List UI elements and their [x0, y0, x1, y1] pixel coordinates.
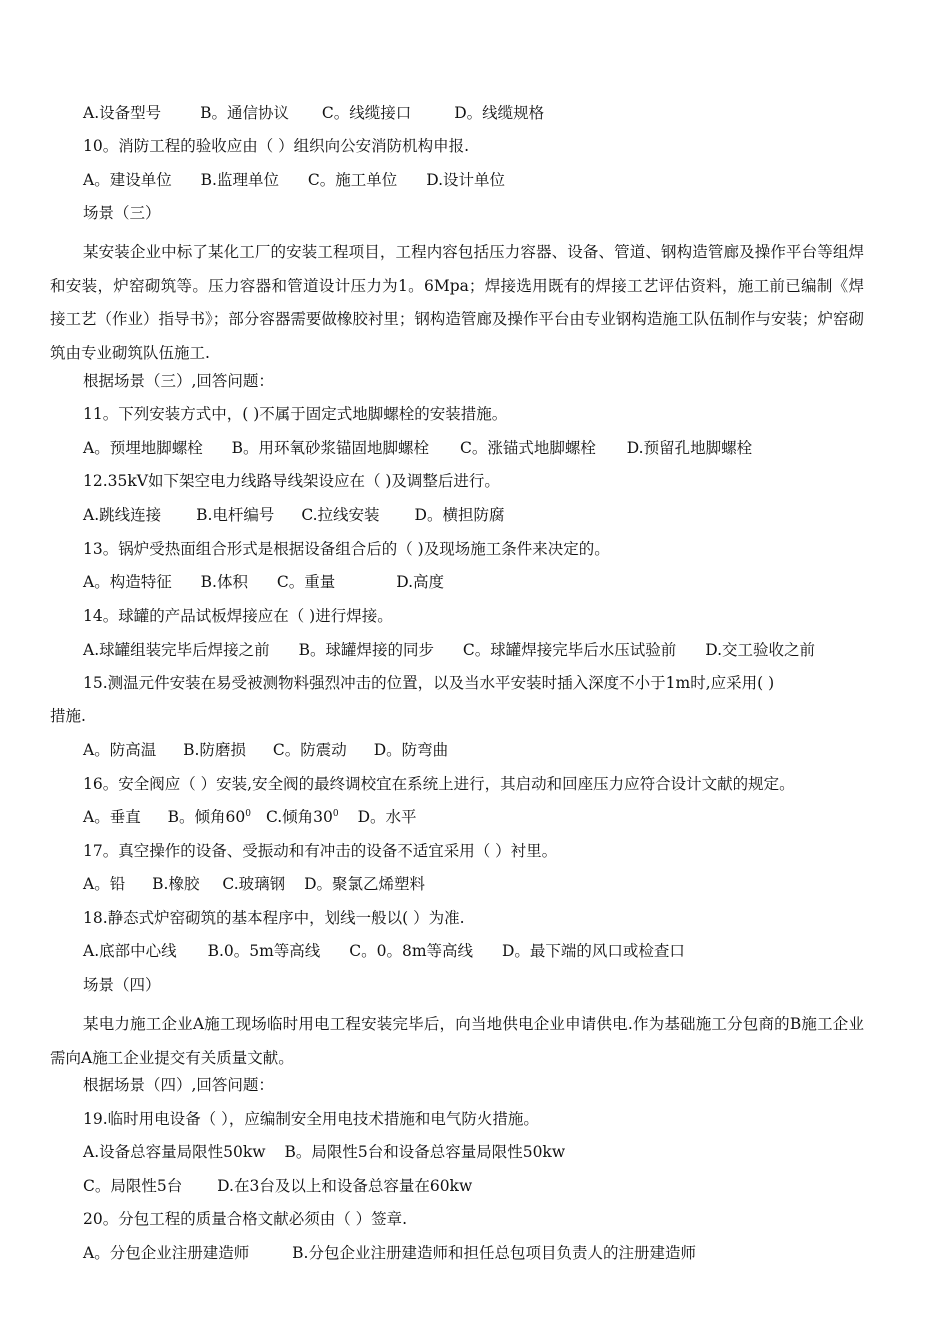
instruction-line: 根据场景（三）,回答问题：: [83, 372, 274, 390]
option-b: B。局限性5台和设备总容量局限性50kw: [284, 1143, 566, 1161]
question-20: 20。分包工程的质量合格文献必须由（ ）签章.: [83, 1210, 408, 1228]
option-a: A。垂直: [83, 808, 141, 826]
options-line: [83, 572, 910, 592]
instruction-line: 根据场景（四）,回答问题：: [83, 1076, 274, 1094]
option-b: B.橡胶: [152, 875, 200, 893]
option-b: B.电杆编号: [196, 506, 275, 524]
scenario-paragraph: 某电力施工企业A施工现场临时用电工程安装完毕后，向当地供电企业申请供电.作为基础施工分包商的B施工企业需向A施工企业提交有关质量文献。: [50, 1015, 864, 1067]
question-12: 12.35kV如下架空电力线路导线架设应在（ )及调整后进行。: [83, 472, 500, 490]
question-16: 16。安全阀应（ ）安装,安全阀的最终调校宜在系统上进行，其启动和回座压力应符合设计文献的规定。: [83, 775, 795, 793]
option-c: C。球罐焊接完毕后水压试验前: [462, 641, 677, 659]
option-a: A。防高温: [83, 741, 157, 759]
question-18: 18.静态式炉窑砌筑的基本程序中，划线一般以( ）为准.: [83, 909, 465, 927]
degree-superscript: 0: [245, 809, 251, 819]
option-d: D.在3台及以上和设备总容量在60kw: [217, 1177, 473, 1195]
option-c: C。施工单位: [307, 171, 398, 189]
option-b: B。倾角$60^0$: [167, 808, 251, 826]
option-a: A.球罐组装完毕后焊接之前: [83, 641, 270, 659]
option-d: D。聚氯乙烯塑料: [304, 875, 426, 893]
option-c: C。局限性5台: [83, 1177, 183, 1195]
option-b: B。用环氧砂浆锚固地脚螺栓: [231, 439, 430, 457]
option-a: A.跳线连接: [83, 506, 162, 524]
options-line: [83, 640, 910, 660]
option-d: D。横担防腐: [414, 506, 505, 524]
option-c: C。重量: [276, 573, 336, 591]
option-b: B.监理单位: [200, 171, 279, 189]
section-heading: 场景（三）: [83, 204, 161, 222]
options-line: [83, 438, 910, 458]
option-a: A.设备总容量局限性50kw: [83, 1143, 266, 1161]
option-d: D。最下端的风口或检查口: [501, 942, 685, 960]
options-line: [83, 103, 910, 123]
scenario-paragraph: 某安装企业中标了某化工厂的安装工程项目，工程内容包括压力容器、设备、管道、钢构造管廊及操作平台等组焊和安装，炉窑砌筑等。压力容器和管道设计压力为1。6Mpa；焊接选用既有的焊接工艺评估资料，施工前已编制《焊接工艺（作业）指导书》；部分容器需要做橡胶衬里；钢构造管廊及操作平台由专业钢构造施工队伍制作与安装；炉窑砌筑由专业砌筑队伍施工.: [50, 243, 864, 362]
option-a: A。构造特征: [83, 573, 172, 591]
question-17: 17。真空操作的设备、受振动和有冲击的设备不适宜采用（ ）衬里。: [83, 842, 558, 860]
option-c: C。防震动: [272, 741, 347, 759]
option-d: D.设计单位: [426, 171, 506, 189]
option-a: A。建设单位: [83, 171, 172, 189]
question-15: 15.测温元件安装在易受被测物料强烈冲击的位置，以及当水平安装时插入深度不小于1m时,应采用( ): [83, 674, 775, 692]
option-a: A.设备型号: [83, 104, 162, 122]
options-line: [83, 1142, 910, 1162]
options-line: [83, 874, 910, 894]
options-line: [83, 170, 910, 190]
option-a: A。铅: [83, 875, 126, 893]
option-c: C。0。8m等高线: [349, 942, 474, 960]
option-d: D.高度: [396, 573, 445, 591]
option-c: C。线缆接口: [321, 104, 412, 122]
question-10: 10。消防工程的验收应由（ ）组织向公安消防机构申报.: [83, 137, 470, 155]
option-b: B。球罐焊接的同步: [298, 641, 434, 659]
option-a: A.底部中心线: [83, 942, 177, 960]
option-c: C.玻璃钢: [222, 875, 286, 893]
option-b: B。通信协议: [200, 104, 289, 122]
option-b: B.体积: [200, 573, 248, 591]
option-a: A。分包企业注册建造师: [83, 1244, 250, 1262]
options-line: [83, 807, 910, 827]
options-line: [83, 1243, 910, 1263]
option-c: C。涨锚式地脚螺栓: [459, 439, 596, 457]
option-a: A。预埋地脚螺栓: [83, 439, 203, 457]
options-line: [83, 505, 910, 525]
options-line: [83, 740, 910, 760]
option-d: D.预留孔地脚螺栓: [626, 439, 753, 457]
degree-superscript: 0: [332, 809, 339, 819]
question-19: 19.临时用电设备（ ），应编制安全用电技术措施和电气防火措施。: [83, 1110, 539, 1128]
option-d: D。线缆规格: [454, 104, 545, 122]
options-line: [83, 941, 910, 961]
option-b: B.防磨损: [183, 741, 246, 759]
option-c: C.拉线安装: [301, 506, 380, 524]
option-c: C.倾角$30^0$: [265, 808, 339, 826]
option-d: D.交工验收之前: [705, 641, 816, 659]
option-b: B.分包企业注册建造师和担任总包项目负责人的注册建造师: [292, 1244, 696, 1262]
section-heading: 场景（四）: [83, 976, 161, 994]
question-11: 11。下列安装方式中，( )不属于固定式地脚螺栓的安装措施。: [83, 405, 508, 423]
question-14: 14。球罐的产品试板焊接应在（ )进行焊接。: [83, 607, 393, 625]
option-b: B.0。5m等高线: [207, 942, 321, 960]
question-13: 13。锅炉受热面组合形式是根据设备组合后的（ )及现场施工条件来决定的。: [83, 540, 610, 558]
options-line: [83, 1176, 910, 1196]
question-15-continued: 措施.: [50, 707, 86, 725]
option-d: D。水平: [357, 808, 417, 826]
option-d: D。防弯曲: [373, 741, 449, 759]
